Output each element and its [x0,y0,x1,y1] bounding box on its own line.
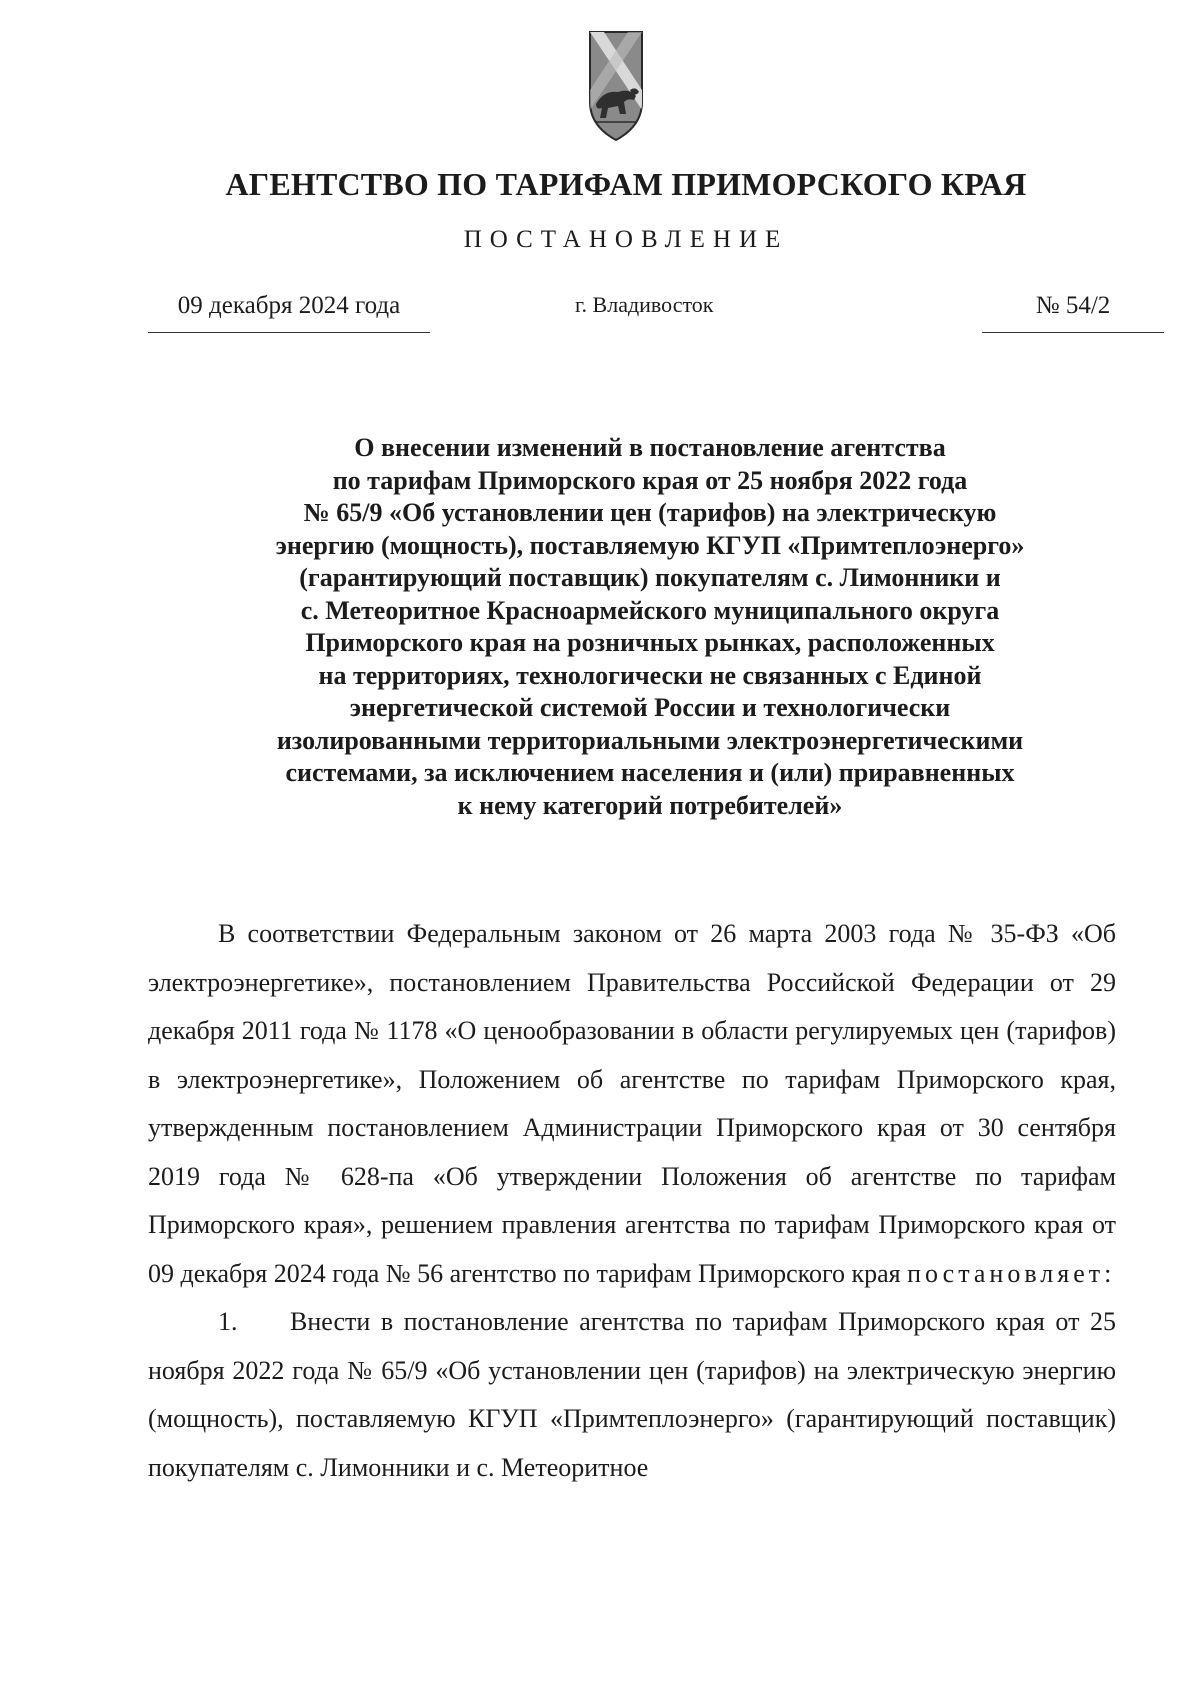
preamble-text: В соответствии Федеральным законом от 26 марта 2003 года № 35-ФЗ «Об электроэнергетике», постановлением Правительства Российской Федерации от 29 декабря 2011 года № 1178 «О ценообразовании в области регулируемых цен (тарифов) в электроэнергетике», Положением об агентстве по тарифам Приморского края, утвержденным постановлением Администрации Приморского края от 30 сентября 2019 года № 628-па «Об утверждении Положения об агентстве по тарифам Приморского края», решением правления агентства по тарифам Приморского края от 09 декабря 2024 года № 56 агентство по тарифам Приморского края [148,919,1116,1288]
primorsky-krai-coat-of-arms-icon [584,30,648,144]
subject-line: изолированными территориальными электроэнергетическими [276,725,1024,755]
document-date: 09 декабря 2024 года [148,292,430,333]
resolves-word: постановляет: [907,1258,1116,1288]
subject-line: с. Метеоритное Красноармейского муниципального округа [300,595,1000,625]
subject-line: № 65/9 «Об установлении цен (тарифов) на электрическую [303,498,997,527]
subject-line: энергетической системой России и технологически [349,693,951,722]
subject-line: О внесении изменений в постановление агентства [354,433,946,462]
item-1-number: 1. [218,1307,238,1336]
preamble-paragraph [148,910,1116,1298]
item-1-paragraph [148,1298,1116,1492]
document-subject [150,432,1150,822]
subject-line: к нему категорий потребителей» [457,790,843,820]
document-type: ПОСТАНОВЛЕНИЕ [463,226,789,253]
subject-line: на территориях, технологически не связанных с Единой [318,660,982,690]
subject-line: (гарантирующий поставщик) покупателям с. Лимонники и [299,563,1001,592]
subject-line: энергию (мощность), поставляемую КГУП «Примтеплоэнерго» [275,530,1025,560]
subject-line: Приморского края на розничных рынках, расположенных [305,628,995,657]
agency-title: АГЕНТСТВО ПО ТАРИФАМ ПРИМОРСКОГО КРАЯ [225,166,1027,202]
document-city: г. Владивосток [575,292,714,317]
document-body [148,910,1116,1492]
document-number: № 54/2 [982,292,1164,333]
item-1-text: Внести в постановление агентства по тарифам Приморского края от 25 ноября 2022 года № 65/9 «Об установлении цен (тарифов) на электрическую энергию (мощность), поставляемую КГУП «Примтеплоэнерго» (гарантирующий поставщик) покупателям с. Лимонники и с. Метеоритное [148,1307,1116,1482]
subject-line: по тарифам Приморского края от 25 ноября 2022 года [332,465,968,495]
subject-line: системами, за исключением населения и (или) приравненных [285,758,1015,787]
